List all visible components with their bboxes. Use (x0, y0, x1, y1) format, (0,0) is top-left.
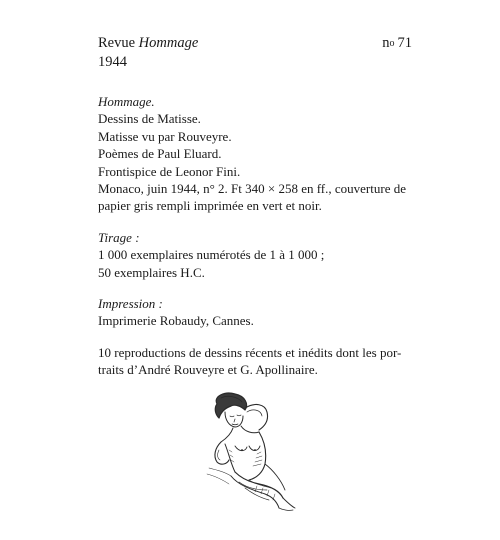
note-line: 10 reproductions de dessins récents et inédits dont les por- (98, 344, 402, 360)
note-section (98, 344, 418, 379)
number-superscript: o (389, 38, 395, 49)
description-label: Hommage. (98, 94, 155, 109)
revue-title (98, 34, 198, 53)
description-section (98, 93, 418, 215)
description-line: Poèmes de Paul Eluard. (98, 146, 222, 162)
drawing-strokes (207, 393, 295, 510)
impression-label: Impression : (98, 296, 163, 312)
header-title-block (98, 34, 198, 72)
tirage-line: 50 exemplaires H.C. (98, 264, 205, 280)
number-prefix: n (382, 35, 390, 51)
number-value: 71 (397, 35, 412, 51)
revue-word: Revue (98, 35, 136, 51)
reclining-figure-drawing-icon (195, 390, 305, 515)
catalog-number (382, 34, 412, 53)
tirage-line: 1 000 exemplaires numérotés de 1 à 1 000 ; (98, 247, 325, 263)
impression-section (98, 295, 418, 330)
revue-name: Hommage (138, 35, 199, 51)
revue-year: 1944 (98, 54, 127, 70)
description-line: Dessins de Matisse. (98, 111, 201, 127)
tirage-section (98, 229, 418, 281)
description-line: papier gris rempli imprimée en vert et noir. (98, 198, 322, 214)
description-line: Monaco, juin 1944, n° 2. Ft 340 × 258 en ff., couverture de (98, 181, 406, 197)
entry-body (98, 93, 418, 393)
tirage-label: Tirage : (98, 229, 140, 245)
note-line: traits d’André Rouveyre et G. Apollinaire. (98, 362, 318, 378)
description-line: Frontispice de Leonor Fini. (98, 163, 241, 179)
impression-line: Imprimerie Robaudy, Cannes. (98, 313, 254, 329)
description-line: Matisse vu par Rouveyre. (98, 128, 232, 144)
